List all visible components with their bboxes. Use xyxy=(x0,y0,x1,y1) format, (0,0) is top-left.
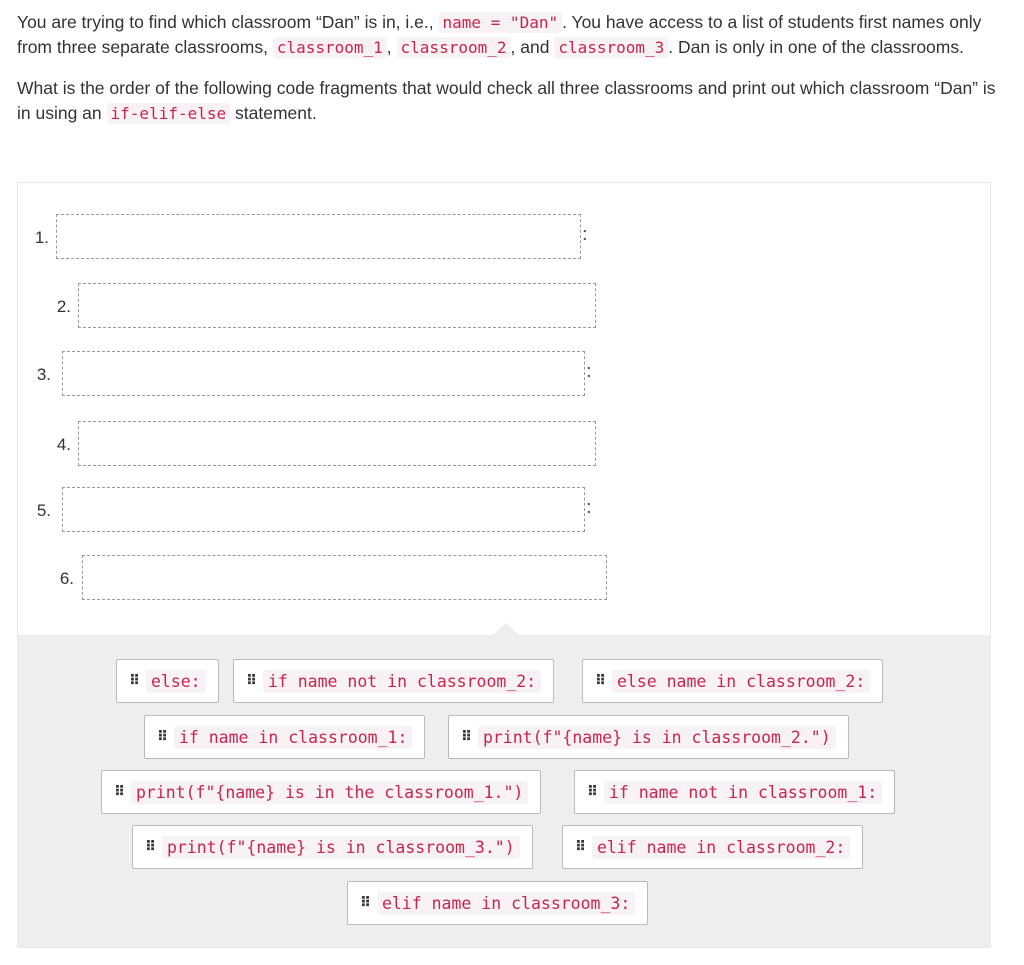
slot-number-6: 6. xyxy=(59,569,74,588)
bank-pointer-arrow xyxy=(493,623,519,635)
drop-slot-6[interactable] xyxy=(82,555,607,600)
prompt-text: , xyxy=(386,37,392,57)
grip-dots-icon[interactable]: ⠿ xyxy=(145,839,154,855)
parsons-problem-panel xyxy=(17,182,991,948)
fragment-print-classroom-1[interactable] xyxy=(101,770,541,814)
drop-slot-3[interactable] xyxy=(62,351,596,396)
slot-resize-handle-icon[interactable]: ⠅ xyxy=(585,501,596,517)
fragment-elif-classroom-3[interactable] xyxy=(347,881,648,925)
code-classroom-1: classroom_1 xyxy=(273,37,387,58)
question-prompt xyxy=(17,10,1007,126)
fragment-print-classroom-2[interactable] xyxy=(448,715,849,759)
slot-number-2: 2. xyxy=(56,297,71,316)
fragment-elif-classroom-2[interactable] xyxy=(562,825,863,869)
prompt-text: . You have access to a list of students first names only from three separate classrooms, xyxy=(17,12,982,57)
question-paragraph-1 xyxy=(17,10,1007,60)
fragment-text: print(f"{name} is in classroom_3.") xyxy=(162,836,520,859)
code-name-dan: name = "Dan" xyxy=(439,12,563,33)
slot-resize-handle-icon[interactable]: ⠅ xyxy=(585,365,596,381)
code-classroom-2: classroom_2 xyxy=(397,37,511,58)
grip-dots-icon[interactable]: ⠿ xyxy=(246,673,255,689)
fragment-bank xyxy=(18,635,990,947)
fragment-text: if name not in classroom_1: xyxy=(604,781,882,804)
prompt-text: , and xyxy=(510,37,550,57)
slot-number-5: 5. xyxy=(36,501,51,520)
code-if-elif-else: if-elif-else xyxy=(107,103,231,124)
prompt-text: statement. xyxy=(235,103,317,123)
grip-dots-icon[interactable]: ⠿ xyxy=(360,895,369,911)
prompt-text: You are trying to find which classroom “Dan” is in, i.e., xyxy=(17,12,434,32)
fragment-text: else name in classroom_2: xyxy=(612,670,870,693)
code-classroom-3: classroom_3 xyxy=(554,37,668,58)
fragment-text: else: xyxy=(146,670,206,693)
drop-slot-2[interactable] xyxy=(78,283,596,328)
grip-dots-icon[interactable]: ⠿ xyxy=(461,729,470,745)
fragment-print-classroom-3[interactable] xyxy=(132,825,533,869)
fragment-text: print(f"{name} is in the classroom_1.") xyxy=(131,781,528,804)
prompt-text: What is the order of the following code fragments that would check all three classrooms and print out which classroom “Dan” is in using an xyxy=(17,78,996,123)
grip-dots-icon[interactable]: ⠿ xyxy=(157,729,166,745)
fragment-text: elif name in classroom_3: xyxy=(377,892,635,915)
fragment-if-not-classroom-1[interactable] xyxy=(574,770,895,814)
fragment-text: if name in classroom_1: xyxy=(174,726,412,749)
fragment-else-name-classroom-2[interactable] xyxy=(582,659,883,703)
drop-slot-4[interactable] xyxy=(78,421,596,466)
grip-dots-icon[interactable]: ⠿ xyxy=(114,784,123,800)
grip-dots-icon[interactable]: ⠿ xyxy=(595,673,604,689)
answer-drop-area xyxy=(18,183,990,635)
drop-slot-5[interactable] xyxy=(62,487,596,532)
slot-resize-handle-icon[interactable]: ⠅ xyxy=(581,228,592,244)
prompt-text: . Dan is only in one of the classrooms. xyxy=(668,37,964,57)
grip-dots-icon[interactable]: ⠿ xyxy=(587,784,596,800)
fragment-else[interactable] xyxy=(116,659,219,703)
fragment-if-classroom-1[interactable] xyxy=(144,715,425,759)
fragment-text: if name not in classroom_2: xyxy=(263,670,541,693)
grip-dots-icon[interactable]: ⠿ xyxy=(129,673,138,689)
fragment-text: print(f"{name} is in classroom_2.") xyxy=(478,726,836,749)
fragment-text: elif name in classroom_2: xyxy=(592,836,850,859)
slot-number-1: 1. xyxy=(34,228,49,247)
fragment-if-not-classroom-2[interactable] xyxy=(233,659,554,703)
question-paragraph-2 xyxy=(17,76,1007,126)
grip-dots-icon[interactable]: ⠿ xyxy=(575,839,584,855)
drop-slot-1[interactable] xyxy=(56,214,592,259)
slot-number-3: 3. xyxy=(36,365,51,384)
slot-number-4: 4. xyxy=(56,435,71,454)
